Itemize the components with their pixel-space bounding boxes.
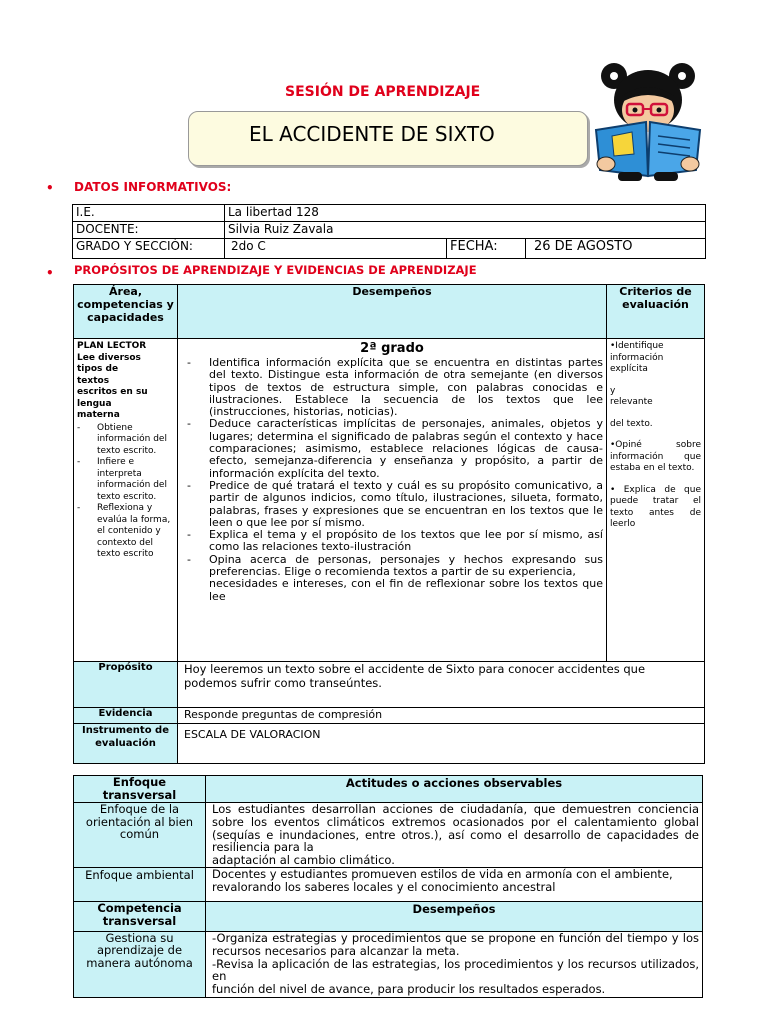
header-desempenos: Desempeños [178, 285, 607, 339]
grado-value: 2do C [225, 239, 447, 259]
fecha-label: FECHA: [447, 239, 526, 259]
enfoque-name: Enfoque de la orientación al bien común [74, 803, 206, 868]
header-area: Área, competencias y capacidades [74, 285, 178, 339]
section-propositos: PROPÓSITOS DE APRENDIZAJE Y EVIDENCIAS DE APRENDIZAJE [74, 263, 477, 277]
competencia-line: función del nivel de avance, para producir los resultados esperados. [212, 982, 606, 997]
section-bullet: • [46, 266, 54, 280]
section-bullet: • [46, 181, 54, 195]
purposes-table [73, 284, 705, 764]
header-criterios: Criterios de evaluación [607, 285, 705, 339]
evidencia-label: Evidencia [74, 708, 178, 724]
criterio-item: • Explica de que puede tratar el texto antes de leerlo [610, 484, 701, 529]
evidencia-value: Responde preguntas de compresión [178, 708, 705, 724]
enfoque-text: Docentes y estudiantes promueven estilos de vida en armonía con el ambiente, revalorando los saberes locales y el conocimiento ancestral [206, 867, 703, 901]
grado-label: GRADO Y SECCIÓN: [73, 239, 225, 259]
desempeno-item: - Deduce características implícitas de personajes, animales, objetos y lugares; determina el significado de palabras según el contexto y hace comparaciones; asimismo, establece relaciones lógicas de causa-efecto, semejanza-diferencia y enseñanza y propósito, a partir de información explícita del texto. [181, 418, 603, 479]
desempeno-item: - Predice de qué tratará el texto y cuál es su propósito comunicativo, a partir de algunos indicios, como título, ilustraciones, silueta, formato, palabras, frases y expresiones que se encuentran en los textos que le leen o que lee por sí mismo. [181, 480, 603, 529]
criterio-item: del texto. [610, 418, 653, 429]
enfoque-text: Los estudiantes desarrollan acciones de ciudadanía, que demuestren conciencia sobre los eventos climáticos extremos ocasionados por el calentamiento global (sequías e inundaciones, entre otros.), así como el desarrollo de capacidades de resiliencia para la [212, 802, 699, 855]
criterio-item: •Identifique información explícita [610, 341, 664, 374]
enfoque-table [73, 775, 703, 998]
competencia-line: -Organiza estrategias y procedimientos que se propone en función del tiempo y los recursos necesarios para alcanzar la meta. [212, 930, 699, 958]
plan-lector: PLAN LECTOR [77, 341, 147, 351]
criterio-item: y [610, 385, 616, 396]
instrumento-value: ESCALA DE VALORACION [178, 724, 705, 764]
desempeno-item: - Opina acerca de personas, personajes y hechos expresando sus preferencias. Elige o recomienda textos a partir de su experiencia, [181, 554, 603, 579]
info-table [72, 204, 706, 259]
enfoque-text-tail: adaptación al cambio climático. [212, 853, 395, 868]
criterio-item: relevante [610, 397, 653, 407]
capacidad-item: - Obtiene información del texto escrito. [77, 423, 174, 458]
docente-value: Silvia Ruiz Zavala [225, 222, 706, 239]
docente-label: DOCENTE: [73, 222, 225, 239]
title-box [188, 111, 588, 166]
header-desempenos-2: Desempeños [206, 901, 703, 931]
header-competencia: Competencia transversal [74, 901, 206, 931]
header-actitudes: Actitudes o acciones observables [206, 776, 703, 803]
desempeno-item: - Identifica información explícita que se encuentra en distintas partes del texto. Distingue esta información de otra semejante (en diversos tipos de textos de estructura simple, con palabras conocidas e ilustraciones. Establece la secuencia de los textos que lee (instrucciones, historias, noticias). [181, 357, 603, 418]
desempeno-tail: necesidades e intereses, con el fin de reflexionar sobre los textos que lee [209, 577, 603, 603]
ie-label: I.E. [73, 205, 225, 222]
header-enfoque: Enfoque transversal [74, 776, 206, 803]
main-title: EL ACCIDENTE DE SIXTO [249, 122, 495, 146]
capacidad-item: - Infiere e interpreta información del texto escrito. [77, 457, 174, 503]
instrumento-label: Instrumento de evaluación [74, 724, 178, 764]
competencia-line: -Revisa la aplicación de las estrategias, los procedimientos y los recursos utilizados, en [212, 956, 699, 984]
session-title: SESIÓN DE APRENDIZAJE [285, 84, 481, 100]
competencia-lee: Lee diversos tipos de textos escritos en su lengua materna [77, 352, 148, 420]
section-datos: DATOS INFORMATIVOS: [74, 180, 232, 194]
grado-heading: 2ª grado [360, 341, 424, 356]
capacidad-item: - Reflexiona y evalúa la forma, el contenido y contexto del texto escrito [77, 503, 174, 561]
proposito-value: Hoy leeremos un texto sobre el accidente de Sixto para conocer accidentes que podemos sufrir como transeúntes. [178, 662, 705, 708]
desempeno-item: - Explica el tema y el propósito de los textos que lee por sí mismo, así como las relaciones texto-ilustración [181, 529, 603, 554]
criterio-item: •Opiné sobre información que estaba en el texto. [610, 440, 701, 473]
competencia-name: Gestiona su aprendizaje de manera autónoma [74, 931, 206, 997]
proposito-label: Propósito [74, 662, 178, 708]
enfoque-name: Enfoque ambiental [74, 867, 206, 901]
fecha-value: 26 DE AGOSTO [526, 239, 706, 259]
ie-value: La libertad 128 [225, 205, 706, 222]
girl-reading-illustration [592, 58, 712, 182]
